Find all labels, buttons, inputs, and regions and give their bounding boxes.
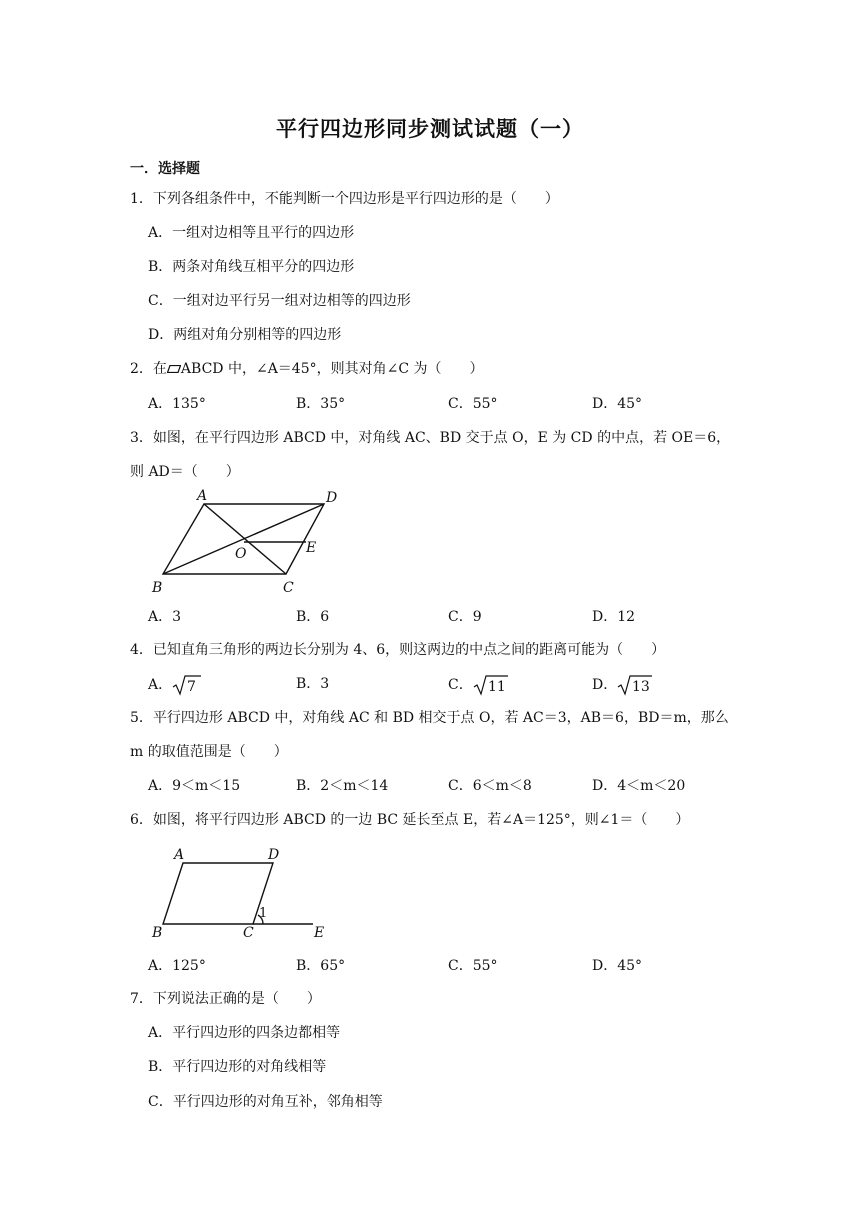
figure-label-e: E	[306, 540, 317, 556]
question-3-stem-line-2: 则 AD＝（ ）	[130, 464, 240, 480]
sqrt-radicand-13: 13	[632, 679, 651, 695]
question-2-option-d: D．45°	[592, 396, 643, 412]
figure-label-d: D	[268, 847, 280, 863]
figure-label-a: A	[197, 488, 208, 504]
question-2-stem-prefix: 2．在	[130, 361, 167, 377]
question-5-option-c: C．6＜m＜8	[448, 778, 532, 794]
sqrt-radicand-11: 11	[487, 679, 506, 695]
question-2-stem-suffix: ABCD 中，∠A＝45°，则其对角∠C 为（ ）	[180, 361, 484, 377]
question-6-option-d: D．45°	[592, 958, 643, 974]
figure-label-c: C	[243, 925, 254, 941]
question-5-option-a: A．9＜m＜15	[148, 778, 241, 794]
question-1-option-b: B．两条对角线互相平分的四边形	[148, 259, 355, 275]
parallelogram-icon	[167, 365, 181, 373]
question-3-option-d: D．12	[592, 609, 636, 625]
question-1-stem: 1．下列各组条件中，不能判断一个四边形是平行四边形的是（ ）	[130, 191, 559, 207]
angle-label-1: 1	[259, 906, 268, 921]
figure-label-e: E	[314, 925, 325, 941]
question-7-option-b: B．平行四边形的对角线相等	[148, 1059, 327, 1075]
question-7-option-c: C．平行四边形的对角互补，邻角相等	[148, 1094, 383, 1110]
question-6-option-b: B．65°	[296, 958, 346, 974]
figure-label-a: A	[174, 847, 185, 863]
question-5-stem-line-2: m 的取值范围是（ ）	[130, 744, 288, 760]
question-2-option-c: C．55°	[448, 396, 498, 412]
section-heading: 一．选择题	[130, 161, 200, 177]
sqrt-radicand-7: 7	[187, 679, 197, 695]
figure-label-o: O	[235, 546, 247, 562]
figure-label-c: C	[283, 580, 294, 596]
question-4-option-a	[148, 674, 202, 696]
page-title: 平行四边形同步测试试题（一）	[276, 116, 584, 141]
question-7-option-a: A．平行四边形的四条边都相等	[148, 1025, 341, 1041]
question-2-stem	[130, 359, 484, 379]
sqrt-13-icon	[617, 674, 653, 696]
question-3-stem-line-1: 3．如图，在平行四边形 ABCD 中，对角线 AC、BD 交于点 O，E 为 CD 的中点，若 OE＝6，	[130, 430, 731, 446]
question-2-option-b: B．35°	[296, 396, 346, 412]
question-3-option-a: A．3	[148, 609, 182, 625]
question-6-stem: 6．如图，将平行四边形 ABCD 的一边 BC 延长至点 E，若∠A＝125°，则∠1＝（ ）	[130, 812, 690, 828]
question-1-option-d: D．两组对角分别相等的四边形	[148, 327, 342, 343]
question-4-option-d	[592, 674, 653, 696]
question-1-option-c: C．一组对边平行另一组对边相等的四边形	[148, 293, 411, 309]
sqrt-11-icon	[473, 674, 509, 696]
question-4-stem: 4．已知直角三角形的两边长分别为 4、6，则这两边的中点之间的距离可能为（ ）	[130, 642, 666, 658]
question-7-stem: 7．下列说法正确的是（ ）	[130, 991, 321, 1007]
figure-label-d: D	[326, 490, 338, 506]
question-3-option-b: B．6	[296, 609, 330, 625]
question-6-option-c: C．55°	[448, 958, 498, 974]
question-1-option-a: A．一组对边相等且平行的四边形	[148, 225, 355, 241]
option-d-prefix: D．	[592, 677, 618, 693]
question-3-figure	[148, 486, 348, 598]
sqrt-7-icon	[172, 674, 202, 696]
question-3-option-c: C．9	[448, 609, 482, 625]
question-5-option-b: B．2＜m＜14	[296, 778, 389, 794]
figure-label-b: B	[152, 925, 163, 941]
question-5-stem-line-1: 5．平行四边形 ABCD 中，对角线 AC 和 BD 相交于点 O，若 AC＝3，AB＝6，BD＝m，那么	[130, 710, 729, 726]
question-4-option-b: B．3	[296, 676, 330, 692]
option-c-prefix: C．	[448, 677, 473, 693]
question-6-option-a: A．125°	[148, 958, 206, 974]
question-2-option-a: A．135°	[148, 396, 206, 412]
question-4-option-c	[448, 674, 509, 696]
question-6-figure	[148, 843, 338, 941]
question-5-option-d: D．4＜m＜20	[592, 778, 686, 794]
option-a-prefix: A．	[148, 677, 173, 693]
figure-label-b: B	[152, 580, 163, 596]
